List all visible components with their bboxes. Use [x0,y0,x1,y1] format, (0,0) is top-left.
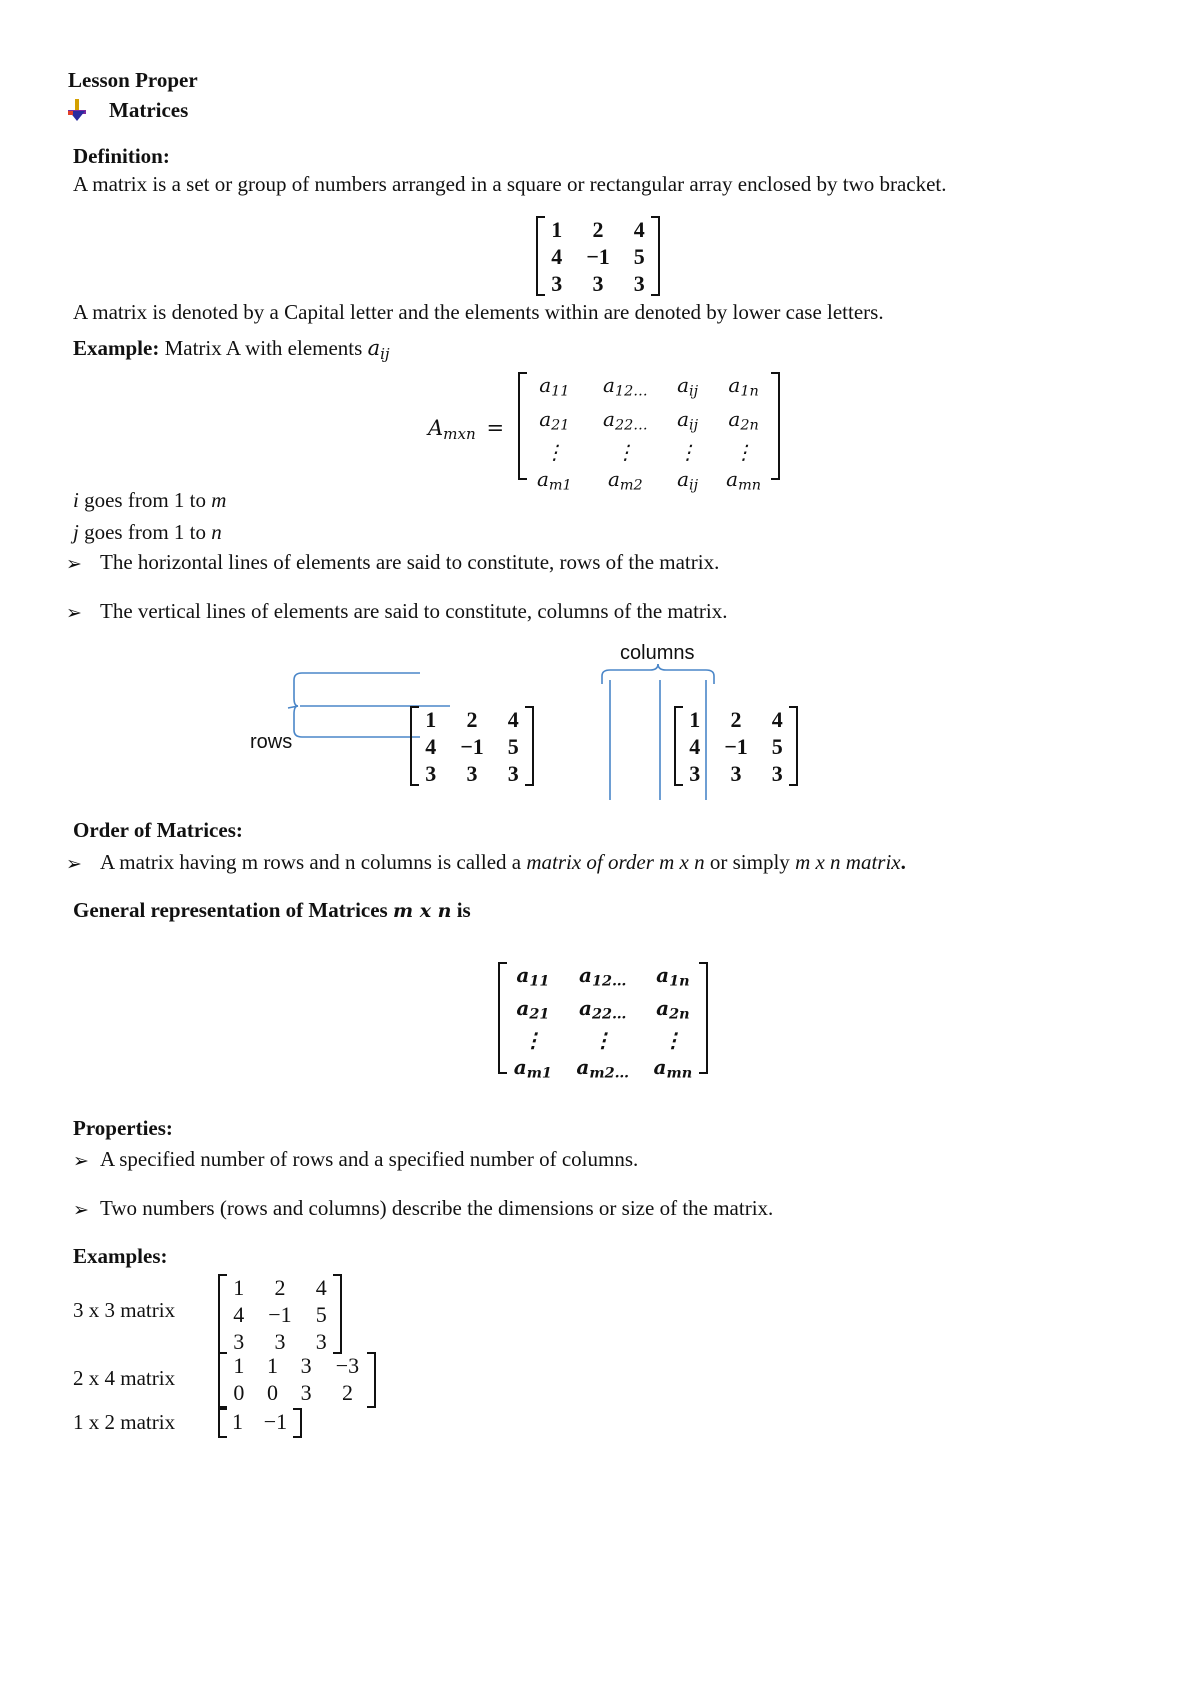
example-symbol-sub: ij [380,344,390,363]
general-rep-heading-c: is [456,898,471,922]
columns-example-matrix [674,706,798,786]
matrix-cell: 2 [466,707,478,732]
matrix-cell: 4 [771,707,783,732]
matrix-cell: 1 [551,217,563,242]
matrix-cell: 3 [689,761,701,786]
matrix-cell: 4 [689,734,701,759]
topic-title: Matrices [109,98,189,122]
matrix-cell: 3 [315,1329,327,1354]
matrix-cell: 5 [771,734,783,759]
j-text: goes from 1 to [84,520,206,544]
order-text-d: m x n matrix [795,850,901,874]
matrix-cell: ⋮ [544,440,565,465]
j-end: n [211,520,222,544]
matrix-cell: 3 [633,271,645,296]
columns-label: columns [620,642,695,664]
definition-text: A matrix is a set or group of numbers arranged in a square or rectangular array enclosed by two bracket. [73,172,947,196]
matrix-cell: 3 [551,271,563,296]
matrix-cell: 4 [551,244,563,269]
matrix-cell: 0 [233,1380,245,1405]
j-range-note [73,520,222,545]
order-text [100,850,906,875]
matrix-cell: 1 [425,707,437,732]
matrix-grid [502,962,704,1087]
order-heading: Order of Matrices: [73,818,243,842]
matrix-cell: 5 [315,1302,327,1327]
general-a-matrix [518,372,780,494]
matrix-cell: $a_{ij}$ [677,373,699,400]
matrix-cell: $a_{21}$ [516,995,550,1023]
example-matrix-1x2 [218,1408,302,1438]
matrix-cell: 3 [233,1329,245,1354]
matrix-cell: 5 [633,244,645,269]
arrowhead-bullet-icon: ➢ [66,553,82,575]
matrix-grid [540,216,656,297]
i-end: m [211,488,227,512]
arrowhead-bullet-icon: ➢ [66,853,82,875]
matrix-cell: 1 [233,1353,245,1378]
matrix-cell: 3 [425,761,437,786]
definition-heading: Definition: [73,144,170,168]
matrix-cell: $a_{1n}$ [656,963,690,990]
example-symbol: a [367,336,381,360]
matrix-cell: $a_{m2}$ [607,467,643,494]
order-text-a: A matrix having m rows and n columns is called a [100,850,522,874]
matrix-cell: 5 [507,734,519,759]
matrix-cell: 1 [689,707,701,732]
matrix-cell: $a_{11}$ [539,373,570,400]
i-range-note [73,488,226,513]
lhs-sub: mxn [443,424,476,443]
matrix-cell: ⋮ [733,440,754,465]
bullet-rows-text: The horizontal lines of elements are said to constitute, rows of the matrix. [100,550,720,574]
examples-heading: Examples: [73,1244,168,1268]
rows-columns-diagram [210,640,810,810]
lesson-title: Lesson Proper [68,68,198,92]
general-matrix-lhs [428,416,504,443]
matrix-cell: $a_{21}$ [539,406,570,434]
matrix-cell: 4 [425,734,437,759]
matrix-cell: 4 [233,1302,245,1327]
matrix-cell: 2 [592,217,604,242]
bullet-cols-text: The vertical lines of elements are said to constitute, columns of the matrix. [100,599,728,623]
matrix-cell: ⋮ [677,440,698,465]
general-rep-heading-b: m x n [392,900,452,922]
matrix-cell: $a_{12\dots}$ [579,963,627,990]
notation-text: A matrix is denoted by a Capital letter and the elements within are denoted by lower case letters. [73,300,884,324]
order-text-b: matrix of order m x n [526,850,705,874]
general-rep-heading [73,898,471,923]
j-var: j [73,520,79,544]
example-label-1x2: 1 x 2 matrix [73,1410,176,1434]
order-text-e: . [900,850,906,874]
down-arrow-icon [66,98,88,127]
properties-heading: Properties: [73,1116,173,1140]
example-text: Matrix A with elements [164,336,363,360]
i-text: goes from 1 to [84,488,206,512]
rows-example-matrix [410,706,534,786]
example-matrix-2x4 [218,1352,376,1408]
matrix-grid [522,372,776,500]
example-label-3x3: 3 x 3 matrix [73,1298,176,1322]
matrix-cell: 1 [231,1409,243,1434]
arrowhead-bullet-icon: ➢ [73,1150,89,1172]
matrix-cell: ⋮ [615,440,636,465]
matrix-cell: 3 [274,1329,286,1354]
matrix-cell: 3 [592,271,604,296]
definition-matrix [536,216,660,296]
matrix-cell: 4 [315,1275,327,1300]
matrix-cell: $a_{2n}$ [656,995,690,1023]
matrix-grid [222,1352,372,1406]
arrowhead-bullet-icon: ➢ [66,602,82,624]
matrix-cell: $a_{ij}$ [677,406,699,434]
matrix-cell: ⋮ [592,1028,613,1053]
matrix-grid [414,706,530,787]
matrix-cell: 3 [730,761,742,786]
example-label: Example: [73,336,160,360]
matrix-cell: 2 [274,1275,286,1300]
matrix-cell: −1 [263,1409,288,1434]
matrix-grid [678,706,794,787]
example-label-2x4: 2 x 4 matrix [73,1366,176,1390]
matrix-cell: 2 [341,1380,353,1405]
matrix-cell: $a_{mn}$ [653,1055,693,1082]
equals-sign: = [486,416,505,440]
property-item: Two numbers (rows and columns) describe the dimensions or size of the matrix. [100,1196,774,1220]
general-rep-matrix [498,962,708,1082]
matrix-cell: 3 [466,761,478,786]
matrix-cell: −1 [586,244,610,269]
matrix-cell: −1 [268,1302,292,1327]
matrix-grid [222,1274,338,1355]
matrix-cell: 3 [300,1353,312,1378]
example-matrix-3x3 [218,1274,342,1354]
arrowhead-bullet-icon: ➢ [73,1199,89,1221]
matrix-cell: $a_{1n}$ [728,373,759,400]
matrix-cell: −1 [724,734,748,759]
matrix-cell: $a_{2n}$ [728,406,759,434]
matrix-cell: $a_{m1}$ [536,467,572,494]
matrix-cell: $a_{m2\dots}$ [576,1055,630,1082]
matrix-cell: 0 [266,1380,278,1405]
matrix-cell: 4 [507,707,519,732]
property-item: A specified number of rows and a specified number of columns. [100,1147,639,1171]
rows-label: rows [250,731,293,753]
matrix-cell: $a_{m1}$ [513,1055,552,1082]
matrix-cell: $a_{ij}$ [677,467,699,494]
order-text-c: or simply [709,850,790,874]
matrix-cell: $a_{11}$ [516,963,550,990]
matrix-cell: $a_{12\dots}$ [603,373,648,400]
matrix-cell: ⋮ [662,1028,683,1053]
matrix-cell: −3 [335,1353,360,1378]
matrix-cell: 3 [771,761,783,786]
i-var: i [73,488,79,512]
lhs-symbol: A [428,416,444,440]
matrix-cell: 3 [300,1380,312,1405]
matrix-grid [222,1408,298,1435]
matrix-cell: $a_{22\dots}$ [603,406,648,434]
matrix-cell: 1 [266,1353,278,1378]
matrix-cell: $a_{22\dots}$ [579,995,627,1023]
matrix-cell: $a_{mn}$ [726,467,761,494]
example-line [73,336,390,363]
general-rep-heading-a: General representation of Matrices [73,898,388,922]
matrix-cell: 1 [233,1275,245,1300]
matrix-cell: 3 [507,761,519,786]
matrix-cell: ⋮ [522,1028,543,1053]
matrix-cell: 2 [730,707,742,732]
matrix-cell: −1 [460,734,484,759]
matrix-cell: 4 [633,217,645,242]
